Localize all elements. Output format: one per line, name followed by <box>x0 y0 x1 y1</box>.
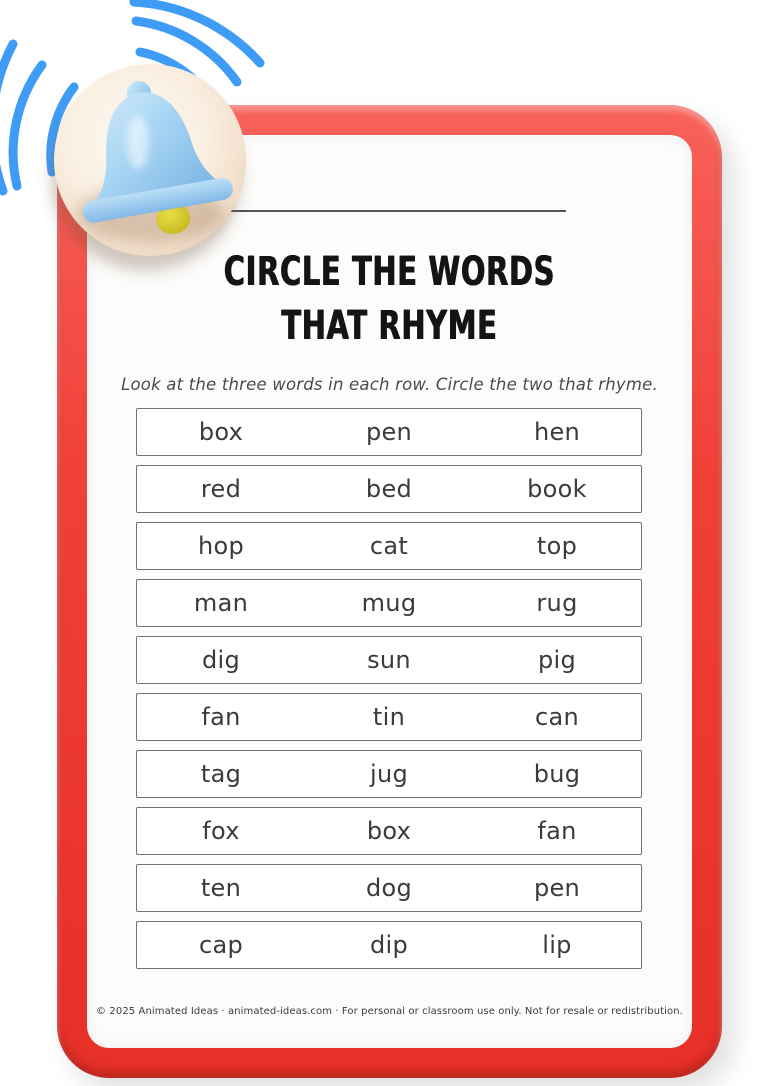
word: dip <box>369 931 409 959</box>
word: hen <box>533 418 581 446</box>
word: fan <box>537 817 577 845</box>
word: fox <box>202 817 240 845</box>
word: pen <box>533 874 581 902</box>
word-row <box>136 864 642 912</box>
word: red <box>200 475 242 503</box>
page-title-line2: THAT RHYME <box>281 303 498 349</box>
ringing-bell-icon <box>0 0 300 300</box>
word: dig <box>201 646 241 674</box>
word: lip <box>542 931 572 959</box>
word-row <box>136 921 642 969</box>
word: dog <box>365 874 413 902</box>
word-row <box>136 807 642 855</box>
word: sun <box>367 646 411 674</box>
word: mug <box>361 589 417 617</box>
word: cap <box>198 931 244 959</box>
word: bed <box>365 475 413 503</box>
word: fan <box>201 703 241 731</box>
word: can <box>534 703 579 731</box>
word: tin <box>372 703 406 731</box>
word-row <box>136 636 642 684</box>
word: book <box>527 475 587 503</box>
word: pig <box>537 646 577 674</box>
word-row <box>136 693 642 741</box>
word-row <box>136 750 642 798</box>
word: top <box>536 532 578 560</box>
word: jug <box>369 760 408 788</box>
word: hop <box>197 532 245 560</box>
word-row <box>136 579 642 627</box>
word: tag <box>200 760 242 788</box>
word-rows <box>136 408 642 969</box>
copyright-footer: © 2025 Animated Ideas · animated-ideas.com · For personal or classroom use only. Not for resale or redistribution. <box>96 1006 683 1017</box>
word: rug <box>536 589 578 617</box>
word: cat <box>369 532 409 560</box>
word: ten <box>200 874 242 902</box>
instructions: Look at the three words in each row. Circle the two that rhyme. <box>121 375 658 394</box>
word-row <box>136 408 642 456</box>
word-row <box>136 465 642 513</box>
word: box <box>366 817 412 845</box>
word: man <box>193 589 249 617</box>
word: bug <box>533 760 581 788</box>
word: box <box>198 418 244 446</box>
word-row <box>136 522 642 570</box>
word: pen <box>365 418 413 446</box>
page-title-line1: CIRCLE THE WORDS <box>223 249 556 295</box>
